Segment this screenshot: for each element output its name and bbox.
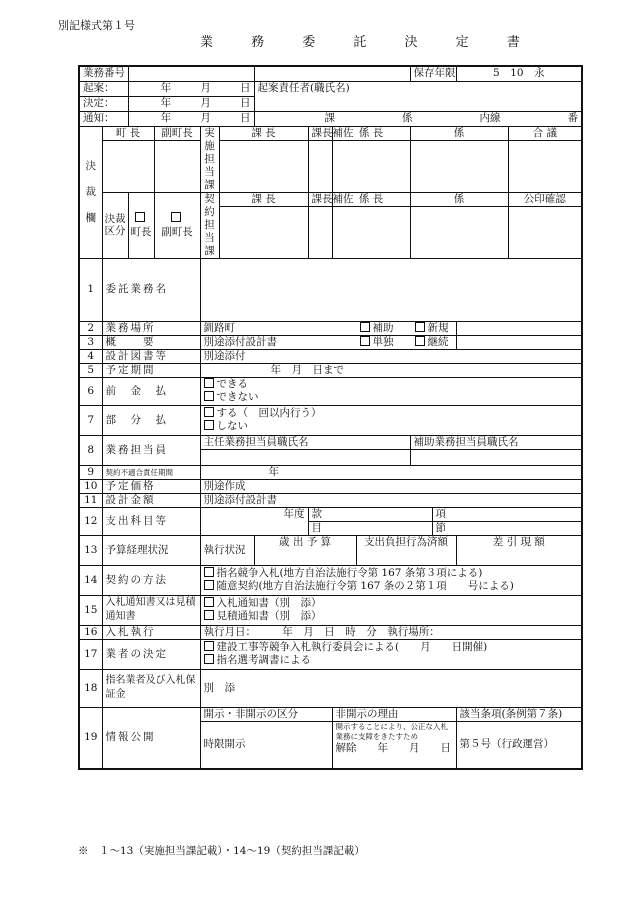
impl-seal-chief[interactable]: [219, 140, 308, 192]
balance-col[interactable]: 差 引 現 額: [456, 535, 582, 565]
contract-seal-subchief[interactable]: [332, 206, 410, 258]
subsidy-options[interactable]: 補助 新規: [356, 321, 482, 335]
item-no: 6: [79, 377, 102, 405]
design-amount-value[interactable]: 別途添付設計書: [200, 493, 582, 507]
item-no: 8: [79, 435, 102, 465]
drafted-label: 起案：: [79, 81, 128, 96]
fiscal-year-field[interactable]: 年度: [200, 507, 308, 535]
item-label: 入札通知書又は見積通知書: [102, 595, 200, 625]
notified-date[interactable]: 年 月 日: [128, 111, 254, 126]
item-label: 業務担当員: [102, 435, 200, 465]
kan-field[interactable]: 款: [308, 507, 432, 521]
period-value[interactable]: 年 月 日まで: [200, 363, 582, 377]
document-title: 業 務 委 託 決 定 書: [200, 35, 537, 50]
item-no: 5: [79, 363, 102, 377]
impl-col-staff: 係: [410, 126, 508, 140]
option-deputy-mayor[interactable]: 副町長: [154, 192, 200, 258]
clause-value[interactable]: 第５号（行政運営）: [456, 721, 582, 769]
disclosure-head: 開示・非開示の区分: [200, 707, 332, 721]
liability-period-value[interactable]: 年: [200, 465, 582, 479]
item-label: 予定価格: [102, 479, 200, 493]
item-no: 15: [79, 595, 102, 625]
item-label: 支出科目等: [102, 507, 200, 535]
item-no: 4: [79, 349, 102, 363]
item-no: 16: [79, 625, 102, 639]
contract-col-subchief: 係 長: [332, 192, 410, 206]
item-label: 契約の方法: [102, 565, 200, 595]
reason-head: 非開示の理由: [332, 707, 456, 721]
impl-seal-consult[interactable]: [508, 140, 582, 192]
single-options[interactable]: 単独 継続: [356, 335, 482, 349]
business-number-field[interactable]: [128, 66, 254, 81]
impl-col-consult: 合 議: [508, 126, 582, 140]
item-no: 7: [79, 405, 102, 435]
item-label: 契約不適合責任期間: [102, 465, 200, 479]
notice-options[interactable]: 入札通知書（別 添） 見積通知書（別 添）: [200, 595, 582, 625]
contract-seal-chief[interactable]: [219, 206, 308, 258]
mayor-head: 町 長: [102, 126, 154, 140]
contract-col-seal-check: 公印確認: [508, 192, 582, 206]
item-no: 18: [79, 669, 102, 707]
item-no: 12: [79, 507, 102, 535]
moku-field[interactable]: 目: [308, 521, 432, 535]
impl-seal-subchief[interactable]: [332, 140, 410, 192]
item-no: 9: [79, 465, 102, 479]
location-value[interactable]: 釧路町: [200, 321, 456, 335]
kou-field[interactable]: 項: [432, 507, 582, 521]
designated-contractors-value[interactable]: 別 添: [200, 669, 582, 707]
impl-seal-staff[interactable]: [410, 140, 508, 192]
item-label: 入札執行: [102, 625, 200, 639]
contract-seal-staff[interactable]: [410, 206, 508, 258]
drafted-date[interactable]: 年 月 日: [128, 81, 254, 96]
item-no: 11: [79, 493, 102, 507]
item-label: 予定期間: [102, 363, 200, 377]
disclosure-value[interactable]: 時限開示: [200, 721, 332, 769]
summary-value[interactable]: 別途添付設計書: [200, 335, 456, 349]
contract-seal-assistant[interactable]: [308, 206, 332, 258]
item-label: 業者の決定: [102, 639, 200, 669]
contract-col-chief: 課 長: [219, 192, 308, 206]
decision-class-label: 決裁区分: [102, 192, 128, 258]
impl-col-subchief: 係 長: [332, 126, 410, 140]
contract-method-options[interactable]: 指名競争入札(地方自治法施行令第 167 条第３項による) 随意契約(地方自治法施行令第 167 条の２第１項 号による): [200, 565, 582, 595]
deputy-mayor-head: 副町長: [154, 126, 200, 140]
chief-staff-field[interactable]: [200, 449, 410, 465]
footnote: ※ １～13（実施担当課記載）・14～19（契約担当課記載）: [78, 845, 365, 857]
item-label: 前 金 払: [102, 377, 200, 405]
item-label: 情報公開: [102, 707, 200, 769]
business-number-label: 業務番号: [79, 66, 128, 81]
advance-payment-options[interactable]: できる できない: [200, 377, 582, 405]
form-code: 別記様式第１号: [58, 19, 135, 32]
contract-seal-check[interactable]: [508, 206, 582, 258]
item-label: 概 要: [102, 335, 200, 349]
item-no: 17: [79, 639, 102, 669]
retention-label: 保存年限: [410, 66, 456, 81]
item-label: 予算経理状況: [102, 535, 200, 565]
decided-label: 決定：: [79, 96, 128, 111]
item-label: 部 分 払: [102, 405, 200, 435]
notified-label: 通知：: [79, 111, 128, 126]
contractor-decision-options[interactable]: 建設工事等競争入札執行委員会による( 月 日開催) 指名選考調書による: [200, 639, 582, 669]
contract-col-staff: 係: [410, 192, 508, 206]
drafter-field[interactable]: 起案責任者(職氏名): [254, 81, 582, 111]
partial-payment-options[interactable]: する（ 回以内行う） しない: [200, 405, 582, 435]
budget-col[interactable]: 歳 出 予 算: [254, 535, 356, 565]
chief-staff-label: 主任業務担当員職氏名: [200, 435, 410, 449]
contract-col-assistant: 課長補佐: [308, 192, 332, 206]
approval-side-label: 決 裁 欄: [79, 126, 102, 258]
item-label: 指名業者及び入札保証金: [102, 669, 200, 707]
business-name-field[interactable]: [200, 258, 582, 321]
option-mayor[interactable]: 町長: [128, 192, 154, 258]
assistant-staff-label: 補助業務担当員職氏名: [410, 435, 582, 449]
item-no: 3: [79, 335, 102, 349]
decision-form-table: [78, 65, 583, 770]
impl-col-assistant: 課長補佐: [308, 126, 332, 140]
impl-col-chief: 課 長: [219, 126, 308, 140]
item-label: 業務場所: [102, 321, 200, 335]
committed-col[interactable]: 支出負担行為済額: [356, 535, 456, 565]
item-no: 13: [79, 535, 102, 565]
item-no: 19: [79, 707, 102, 769]
item-no: 2: [79, 321, 102, 335]
deputy-mayor-seal[interactable]: [154, 140, 200, 192]
decided-date[interactable]: 年 月 日: [128, 96, 254, 111]
contact-field[interactable]: 課 係 内線 番: [254, 111, 582, 126]
item-no: 1: [79, 258, 102, 321]
bid-execution-value[interactable]: 執行月日： 年 月 日 時 分 執行場所：: [200, 625, 582, 639]
contract-dept-label: 契約担当課: [200, 192, 219, 258]
item-label: 委託業務名: [102, 258, 200, 321]
mayor-seal[interactable]: [102, 140, 154, 192]
impl-seal-assistant[interactable]: [308, 140, 332, 192]
planned-price-value[interactable]: 別途作成: [200, 479, 582, 493]
assistant-staff-field[interactable]: [410, 449, 582, 465]
item-label: 設計図書等: [102, 349, 200, 363]
item-label: 設計金額: [102, 493, 200, 507]
item-no: 10: [79, 479, 102, 493]
implementing-dept-label: 実施担当課: [200, 126, 219, 192]
reason-value[interactable]: 開示することにより、公正な入札業務に支障をきたすため 解除 年 月 日: [332, 721, 456, 769]
retention-value[interactable]: 5 10 永: [456, 66, 582, 81]
design-docs-value[interactable]: 別途添付: [200, 349, 582, 363]
setsu-field[interactable]: 節: [432, 521, 582, 535]
item-no: 14: [79, 565, 102, 595]
execution-status-label: 執行状況: [200, 535, 254, 565]
clause-head: 該当条項(条例第７条): [456, 707, 582, 721]
